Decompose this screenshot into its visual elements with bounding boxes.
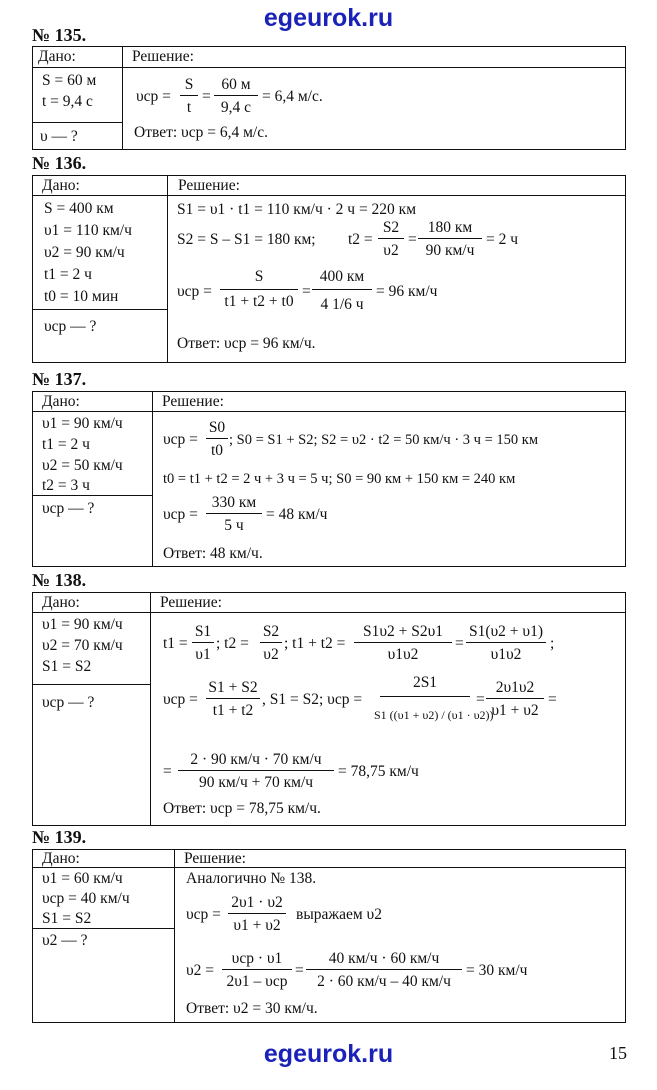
formula-text: υср = (177, 283, 212, 300)
fraction-denominator: S1 ((υ1 + υ2) / (υ1 · υ2)) (374, 708, 494, 722)
fraction-bar (178, 770, 334, 771)
solution-label: Решение: (184, 850, 246, 867)
fraction-denominator: υ2 (383, 242, 399, 259)
fraction-numerator: 2υ1υ2 (495, 679, 535, 696)
formula-text: υср = (163, 431, 198, 448)
given-item: t0 = 10 мин (44, 288, 119, 305)
fraction-bar (222, 969, 292, 970)
fraction-denominator: t1 + t2 + t0 (224, 293, 294, 310)
given-item: S1 = S2 (42, 658, 92, 675)
fraction-numerator: 180 км (427, 219, 473, 236)
given-item: υ2 = 70 км/ч (42, 637, 123, 654)
divider (32, 928, 174, 929)
formula-line: S2 = S – S1 = 180 км; (177, 231, 316, 248)
solution-note: Аналогично № 138. (186, 870, 317, 887)
fraction-denominator: t (186, 99, 192, 116)
formula-text: = (295, 962, 304, 979)
fraction-numerator: S1υ2 + S2υ1 (362, 623, 444, 640)
find-item: υ2 — ? (42, 932, 88, 949)
formula-text: ; (550, 635, 555, 652)
given-item: t1 = 2 ч (44, 266, 92, 283)
given-item: υ1 = 110 км/ч (44, 222, 132, 239)
answer: Ответ: υср = 78,75 км/ч. (163, 800, 321, 817)
solution-label: Решение: (178, 177, 240, 194)
fraction-bar (378, 238, 404, 239)
formula-line: t0 = t1 + t2 = 2 ч + 3 ч = 5 ч; S0 = 90 км + 150 км = 240 км (163, 471, 516, 487)
divider (174, 849, 175, 1023)
formula-text: ; t1 + t2 = (284, 635, 346, 652)
fraction-bar (206, 698, 260, 699)
fraction-numerator: S (254, 268, 264, 285)
fraction-bar (486, 698, 544, 699)
given-item: υ1 = 90 км/ч (42, 616, 123, 633)
fraction-denominator: 90 км/ч + 70 км/ч (198, 774, 314, 791)
given-item: t = 9,4 с (42, 93, 93, 110)
fraction-bar (354, 642, 452, 643)
fraction-bar (192, 642, 214, 643)
fraction-denominator: υ1υ2 (387, 646, 419, 663)
solution-label: Решение: (132, 48, 194, 65)
answer: Ответ: 48 км/ч. (163, 545, 263, 562)
fraction-numerator: 330 км (211, 494, 257, 511)
fraction-numerator: 400 км (319, 268, 365, 285)
given-label: Дано: (42, 594, 80, 611)
divider (32, 411, 626, 412)
formula-text: υср = (136, 88, 171, 105)
given-item: υ2 = 90 км/ч (44, 244, 125, 261)
divider (32, 867, 626, 868)
answer: Ответ: υср = 96 км/ч. (177, 335, 316, 352)
formula-text: = (302, 283, 311, 300)
formula-text: = (408, 231, 417, 248)
problem-138-number: № 138. (32, 570, 87, 590)
fraction-bar (206, 438, 228, 439)
divider (122, 46, 123, 150)
solution-label: Решение: (162, 393, 224, 410)
fraction-numerator: S0 (208, 419, 226, 436)
find-item: υ — ? (40, 128, 78, 145)
given-item: S1 = S2 (42, 910, 92, 927)
given-label: Дано: (38, 48, 76, 65)
divider (150, 592, 151, 826)
given-item: υ1 = 60 км/ч (42, 870, 123, 887)
formula-text: = (476, 691, 485, 708)
formula-result: = 2 ч (486, 231, 519, 248)
given-label: Дано: (42, 850, 80, 867)
problem-137-number: № 137. (32, 369, 87, 389)
fraction-numerator: 2υ1 · υ2 (231, 894, 283, 911)
fraction-bar (206, 513, 262, 514)
given-item: S = 60 м (42, 72, 97, 89)
fraction-bar (466, 642, 546, 643)
formula-result: = 96 км/ч (376, 283, 438, 300)
given-item: t2 = 3 ч (42, 477, 90, 494)
fraction-numerator: S (184, 76, 194, 93)
given-item: υ2 = 50 км/ч (42, 457, 123, 474)
site-link-top[interactable]: egeurok.ru (263, 4, 394, 32)
fraction-bar (228, 913, 286, 914)
formula-line: S1 = υ1 · t1 = 110 км/ч · 2 ч = 220 км (177, 201, 417, 218)
fraction-numerator: S2 (262, 623, 280, 640)
fraction-numerator: S1 + S2 (208, 679, 258, 696)
formula-text: t1 = (163, 635, 188, 652)
solution-label: Решение: (160, 594, 222, 611)
given-item: S = 400 км (44, 200, 114, 217)
fraction-bar (180, 95, 198, 96)
divider (32, 684, 150, 685)
fraction-numerator: υср · υ1 (231, 950, 283, 967)
fraction-numerator: 40 км/ч · 60 км/ч (328, 950, 440, 967)
fraction-numerator: S1 (194, 623, 212, 640)
problem-139-number: № 139. (32, 827, 87, 847)
divider (32, 309, 167, 310)
formula-text: υср = (163, 691, 198, 708)
find-item: υср — ? (44, 318, 97, 335)
fraction-bar (214, 95, 258, 96)
fraction-denominator: 4 1/6 ч (320, 296, 364, 313)
formula-result: = 6,4 м/с. (262, 88, 323, 105)
fraction-denominator: t0 (210, 442, 224, 459)
formula-result: = 78,75 км/ч (338, 763, 419, 780)
site-link-bottom[interactable]: egeurok.ru (263, 1040, 394, 1068)
formula-text: ; t2 = (216, 635, 249, 652)
given-item: υср = 40 км/ч (42, 890, 130, 907)
divider (32, 122, 122, 123)
given-item: t1 = 2 ч (42, 436, 90, 453)
divider (32, 495, 152, 496)
answer: Ответ: υср = 6,4 м/с. (134, 124, 268, 141)
formula-text: = (163, 763, 172, 780)
fraction-denominator: t1 + t2 (212, 702, 254, 719)
fraction-bar (380, 696, 470, 697)
given-label: Дано: (42, 393, 80, 410)
fraction-bar (312, 289, 372, 290)
given-item: υ1 = 90 км/ч (42, 415, 123, 432)
formula-text: выражаем υ2 (296, 906, 382, 923)
formula-text: υ2 = (186, 962, 215, 979)
find-item: υср — ? (42, 500, 95, 517)
formula-text: , S1 = S2; υср = (262, 691, 363, 708)
formula-text: = (548, 691, 557, 708)
formula-text: υср = (163, 506, 198, 523)
fraction-denominator: 9,4 с (220, 99, 252, 116)
find-item: υср — ? (42, 694, 95, 711)
fraction-denominator: υ2 (263, 646, 279, 663)
fraction-numerator: S1(υ2 + υ1) (468, 623, 544, 640)
formula-text: = (202, 88, 211, 105)
divider (32, 612, 626, 613)
formula-text: ; S0 = S1 + S2; S2 = υ2 · t2 = 50 км/ч · 3 ч = 150 км (229, 432, 538, 448)
fraction-denominator: υ1 (195, 646, 211, 663)
fraction-denominator: 2 · 60 км/ч – 40 км/ч (317, 973, 451, 990)
fraction-denominator: υ1 + υ2 (233, 917, 281, 934)
formula-text: υср = (186, 906, 221, 923)
fraction-denominator: 5 ч (224, 517, 244, 534)
fraction-denominator: υ1υ2 (490, 646, 522, 663)
fraction-numerator: 60 м (221, 76, 251, 93)
page-number: 15 (609, 1043, 627, 1063)
problem-136-number: № 136. (32, 153, 87, 173)
given-label: Дано: (42, 177, 80, 194)
divider (152, 391, 153, 567)
formula-text: t2 = (348, 231, 373, 248)
answer: Ответ: υ2 = 30 км/ч. (186, 1000, 318, 1017)
fraction-denominator: υ1 + υ2 (491, 702, 539, 719)
fraction-bar (220, 289, 298, 290)
fraction-numerator: 2S1 (412, 674, 438, 691)
fraction-bar (260, 642, 282, 643)
fraction-numerator: 2 · 90 км/ч · 70 км/ч (190, 751, 322, 768)
fraction-denominator: 2υ1 – υср (226, 973, 288, 990)
fraction-bar (418, 238, 482, 239)
formula-result: = 30 км/ч (466, 962, 528, 979)
fraction-denominator: 90 км/ч (425, 242, 475, 259)
formula-result: = 48 км/ч (266, 506, 328, 523)
formula-text: = (455, 635, 464, 652)
fraction-bar (306, 969, 462, 970)
fraction-numerator: S2 (382, 219, 400, 236)
divider (32, 67, 626, 68)
divider (167, 175, 168, 363)
divider (32, 195, 626, 196)
problem-135-number: № 135. (32, 25, 87, 45)
